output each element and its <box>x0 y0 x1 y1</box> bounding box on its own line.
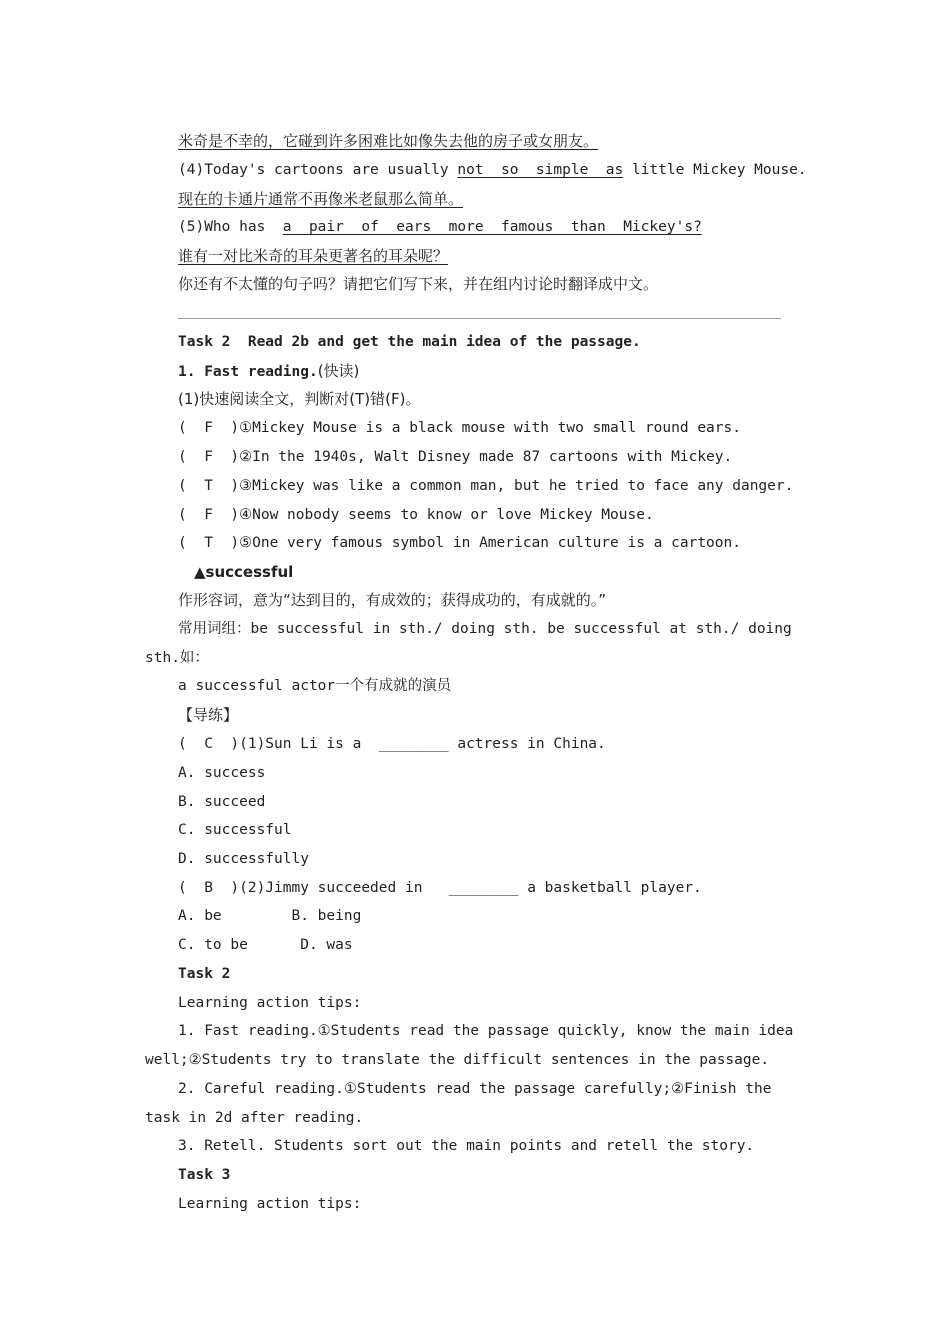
tf-item: ( T )③Mickey was like a common man, but he tried to face any danger. <box>178 478 794 494</box>
options-row: C. to be D. was <box>178 937 353 953</box>
sentence-5 <box>178 217 702 237</box>
option: A. success <box>178 765 266 781</box>
vocab-word: ▲successful <box>194 563 294 581</box>
tf-item: ( F )②In the 1940s, Walt Disney made 87 cartoons with Mickey. <box>178 449 733 465</box>
vocab-definition: 作形容词，意为“达到目的，有成效的；获得成功的，有成就的。” <box>178 591 607 609</box>
vocab-phrases-line1 <box>178 619 806 639</box>
task3-heading: Task 3 <box>178 1167 231 1183</box>
vocab-phrases-line2: sth.如： <box>145 650 209 666</box>
tip-1-text: 1. Fast reading.①Students read the passage quickly, know the main idea <box>178 1023 794 1039</box>
tips-label: Learning action tips: <box>178 995 362 1011</box>
sentence-4-answer: not so simple as <box>457 162 624 178</box>
task2-heading: Task 2 Read 2b and get the main idea of the passage. <box>178 334 641 350</box>
phrases-justified <box>178 619 806 639</box>
tf-item: ( F )①Mickey Mouse is a black mouse with two small round ears. <box>178 420 741 436</box>
tip-2-line1 <box>178 1079 806 1099</box>
sentence-5-answer: a pair of ears more famous than Mickey's? <box>282 219 702 235</box>
tip-1-line2: well;②Students try to translate the difficult sentences in the passage. <box>145 1052 770 1068</box>
tf-item: ( F )④Now nobody seems to know or love Mickey Mouse. <box>178 507 654 523</box>
tip-3: 3. Retell. Students sort out the main points and retell the story. <box>178 1138 755 1154</box>
option: B. succeed <box>178 794 266 810</box>
phrases-text: 常用词组：be successful in sth./ doing sth. be successful at sth./ doing <box>178 621 792 637</box>
discussion-prompt: 你还有不太懂的句子吗？请把它们写下来，并在组内讨论时翻译成中文。 <box>178 275 659 293</box>
practice-title: 【导练】 <box>178 706 239 724</box>
vocab-example: a successful actor一个有成就的演员 <box>178 678 452 694</box>
sentence-4-suffix: little Mickey Mouse. <box>623 162 807 178</box>
cn-translation-line <box>178 131 598 151</box>
option: D. successfully <box>178 851 309 867</box>
option: C. successful <box>178 822 292 838</box>
sentence-5-translation <box>178 246 448 266</box>
sentence-5-cn: 谁有一对比米奇的耳朵更著名的耳朵呢？ <box>178 247 449 265</box>
options-row: A. be B. being <box>178 908 362 924</box>
tip-1-line1 <box>178 1021 806 1041</box>
practice-question-1: ( C )(1)Sun Li is a ________ actress in China. <box>178 736 606 752</box>
answer-line <box>178 318 781 319</box>
sentence-4-cn: 现在的卡通片通常不再像米老鼠那么简单。 <box>178 190 464 208</box>
tip-2-line2: task in 2d after reading. <box>145 1110 364 1126</box>
fast-reading-cn: (快读) <box>317 362 360 380</box>
fast-reading-label: 1. Fast reading. <box>178 364 318 380</box>
sentence-4-prefix: (4)Today's cartoons are usually <box>178 162 458 178</box>
sentence-4-translation <box>178 189 463 209</box>
practice-question-2: ( B )(2)Jimmy succeeded in ________ a basketball player. <box>178 880 702 896</box>
underlined-translation: 米奇是不幸的，它碰到许多困难比如像失去他的房子或女朋友。 <box>178 132 599 150</box>
tip-justified <box>178 1079 806 1099</box>
sentence-4 <box>178 160 807 180</box>
task3-tips-label: Learning action tips: <box>178 1196 362 1212</box>
tf-instruction: (1)快速阅读全文，判断对(T)错(F)。 <box>178 390 421 408</box>
fast-reading-heading <box>178 361 359 382</box>
tip-2-text: 2. Careful reading.①Students read the passage carefully;②Finish the <box>178 1081 772 1097</box>
tip-justified <box>178 1021 806 1041</box>
task2-tips-heading: Task 2 <box>178 966 231 982</box>
sentence-5-prefix: (5)Who has <box>178 219 283 235</box>
tf-item: ( T )⑤One very famous symbol in American culture is a cartoon. <box>178 535 741 551</box>
